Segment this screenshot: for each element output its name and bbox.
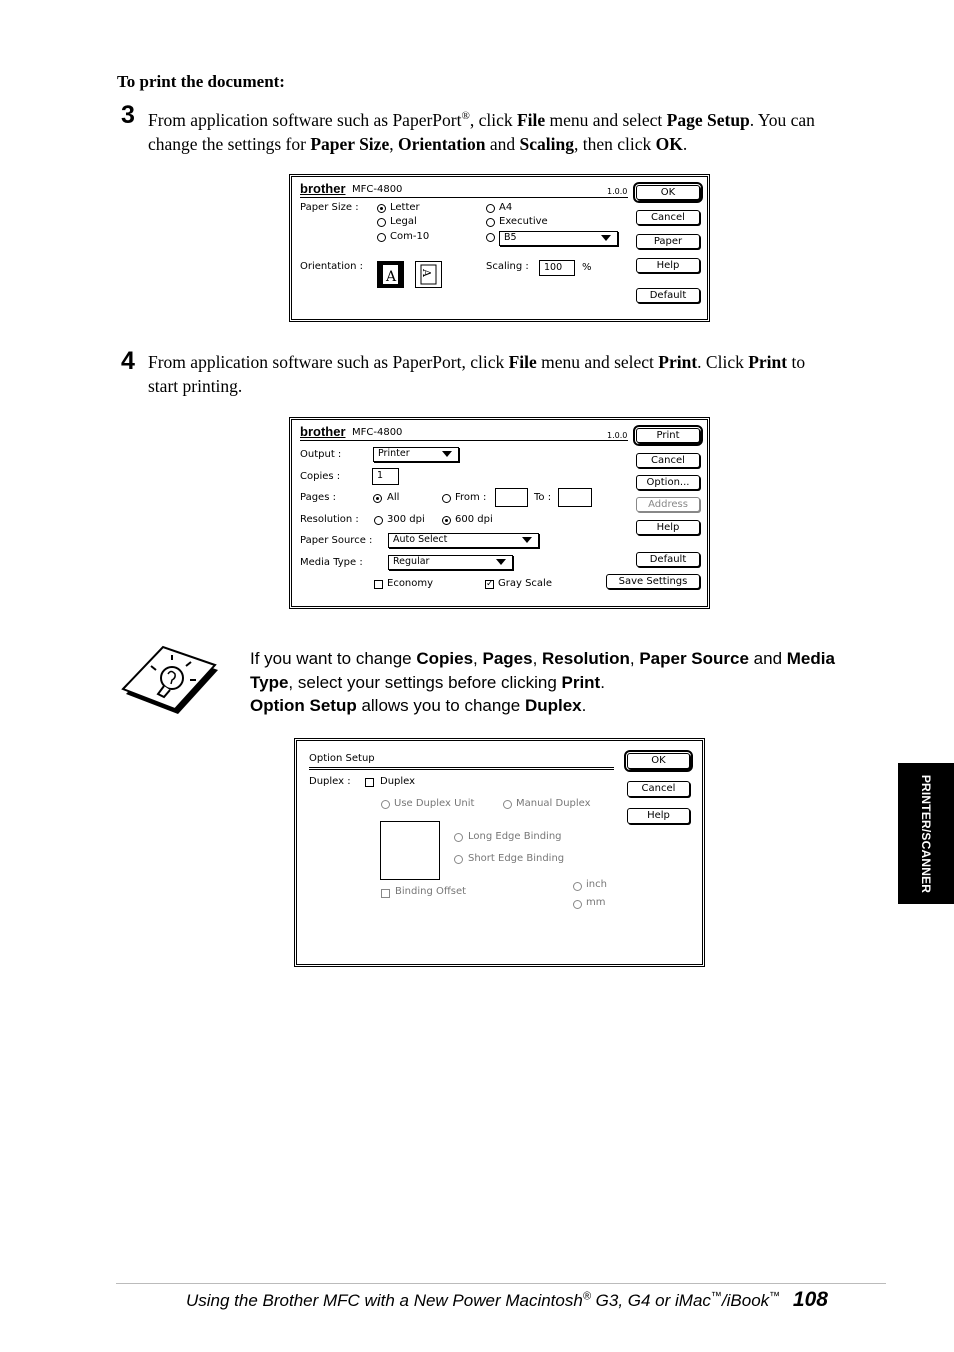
radio-executive[interactable] (486, 218, 495, 227)
use-duplex-unit-label: Use Duplex Unit (394, 798, 475, 809)
duplex-checkbox[interactable] (365, 778, 374, 787)
option-setup-dialog (294, 738, 705, 967)
media-type-label: Media Type : (300, 557, 363, 568)
res-600-label: 600 dpi (455, 514, 493, 525)
version-label: 1.0.0 (607, 187, 628, 196)
short-edge-label: Short Edge Binding (468, 853, 565, 864)
option-button[interactable]: Option... (636, 475, 700, 490)
pages-label: Pages : (300, 492, 336, 503)
paper-button[interactable]: Paper (636, 234, 700, 249)
duplex-check-label: Duplex (380, 776, 416, 787)
cancel-button[interactable]: Cancel (636, 453, 700, 468)
binding-offset-label: Binding Offset (395, 886, 467, 897)
radio-manual-duplex[interactable] (503, 800, 512, 809)
step-number-4: 4 (121, 347, 135, 375)
radio-600dpi[interactable] (442, 516, 451, 525)
legal-label: Legal (390, 216, 417, 227)
economy-label: Economy (387, 578, 434, 589)
radio-letter[interactable] (377, 204, 386, 213)
copies-label: Copies : (300, 471, 341, 482)
gray-scale-checkbox[interactable] (485, 580, 494, 589)
default-button[interactable]: Default (636, 552, 700, 567)
resolution-label: Resolution : (300, 514, 359, 525)
copies-input[interactable]: 1 (372, 468, 399, 485)
help-button[interactable]: Help (627, 808, 690, 824)
manual-duplex-label: Manual Duplex (516, 798, 591, 809)
radio-other-size[interactable] (486, 233, 495, 242)
radio-pages-from[interactable] (442, 494, 451, 503)
economy-checkbox[interactable] (374, 580, 383, 589)
pages-from-label: From : (455, 492, 487, 503)
scaling-input[interactable]: 100 (539, 260, 575, 276)
gray-scale-label: Gray Scale (498, 578, 552, 589)
paper-size-label: Paper Size : (300, 202, 359, 213)
binding-offset-checkbox[interactable] (381, 889, 390, 898)
default-button[interactable]: Default (636, 288, 700, 303)
address-button[interactable]: Address (636, 497, 700, 512)
paper-source-popup[interactable]: Auto Select (388, 533, 539, 548)
mm-label: mm (586, 897, 606, 908)
output-popup[interactable]: Printer (373, 447, 459, 462)
chevron-down-icon (442, 451, 452, 457)
scaling-label: Scaling : (486, 261, 529, 272)
radio-short-edge[interactable] (454, 855, 463, 864)
radio-mm[interactable] (573, 900, 582, 909)
pages-to-label: To : (534, 492, 552, 503)
print-dialog (289, 417, 710, 609)
footer-rule (116, 1283, 886, 1284)
section-heading: To print the document: (117, 72, 285, 91)
footer-text: Using the Brother MFC with a New Power Macintosh® G3, G4 or iMac™/iBook™ 108 (186, 1288, 828, 1311)
chevron-down-icon (522, 537, 532, 543)
pages-from-input[interactable] (495, 488, 528, 507)
radio-com10[interactable] (377, 233, 386, 242)
cancel-button[interactable]: Cancel (627, 781, 690, 797)
paper-size-popup[interactable]: B5 (499, 231, 618, 246)
landscape-orientation-icon[interactable] (415, 261, 442, 288)
a4-label: A4 (499, 202, 513, 213)
radio-a4[interactable] (486, 204, 495, 213)
radio-use-duplex-unit[interactable] (381, 800, 390, 809)
output-label: Output : (300, 449, 342, 460)
brother-logo: brother (300, 181, 346, 196)
ok-button[interactable]: OK (627, 753, 690, 769)
pages-to-input[interactable] (558, 488, 592, 507)
radio-pages-all[interactable] (373, 494, 382, 503)
model-label: MFC-4800 (352, 427, 403, 438)
percent-label: % (582, 262, 592, 273)
radio-legal[interactable] (377, 218, 386, 227)
portrait-orientation-icon[interactable] (377, 261, 404, 288)
save-settings-button[interactable]: Save Settings (606, 574, 700, 589)
duplex-label: Duplex : (309, 776, 351, 787)
option-setup-title: Option Setup (309, 753, 375, 764)
help-button[interactable]: Help (636, 520, 700, 535)
print-button[interactable]: Print (636, 428, 700, 443)
lightbulb-note-icon (120, 644, 222, 718)
res-300-label: 300 dpi (387, 514, 425, 525)
chevron-down-icon (601, 235, 611, 241)
letter-label: Letter (390, 202, 420, 213)
radio-300dpi[interactable] (374, 516, 383, 525)
check-icon: ✓ (486, 579, 494, 589)
executive-label: Executive (499, 216, 548, 227)
ok-button[interactable]: OK (636, 185, 700, 200)
radio-long-edge[interactable] (454, 833, 463, 842)
cancel-button[interactable]: Cancel (636, 210, 700, 225)
media-type-popup[interactable]: Regular (388, 555, 513, 570)
duplex-preview-box (380, 821, 440, 880)
paper-source-label: Paper Source : (300, 535, 373, 546)
step-3-text: From application software such as PaperPort®, click File menu and select Page Setup. You can change the settings for Paper Size, Orientation and Scaling, then click OK. (148, 109, 815, 154)
orientation-label: Orientation : (300, 261, 364, 272)
page-setup-dialog (289, 174, 710, 322)
help-button[interactable]: Help (636, 258, 700, 273)
inch-label: inch (586, 879, 607, 890)
long-edge-label: Long Edge Binding (468, 831, 562, 842)
section-side-tab: PRINTER/SCANNER (898, 763, 954, 904)
tip-text: If you want to change Copies, Pages, Resolution, Paper Source and Media Type, select your settings before clicking Print. Option Setup allows you to change Duplex. (250, 649, 835, 715)
brother-logo: brother (300, 424, 346, 439)
version-label: 1.0.0 (607, 431, 628, 440)
model-label: MFC-4800 (352, 184, 403, 195)
step-4-text: From application software such as PaperPort, click File menu and select Print. Click Print to start printing. (148, 352, 806, 396)
svg-text:A: A (386, 269, 397, 285)
radio-inch[interactable] (573, 882, 582, 891)
pages-all-label: All (387, 492, 400, 503)
page-number: 108 (792, 1288, 828, 1311)
step-number-3: 3 (121, 101, 135, 129)
chevron-down-icon (496, 559, 506, 565)
svg-text:A: A (420, 269, 433, 277)
com10-label: Com-10 (390, 231, 430, 242)
